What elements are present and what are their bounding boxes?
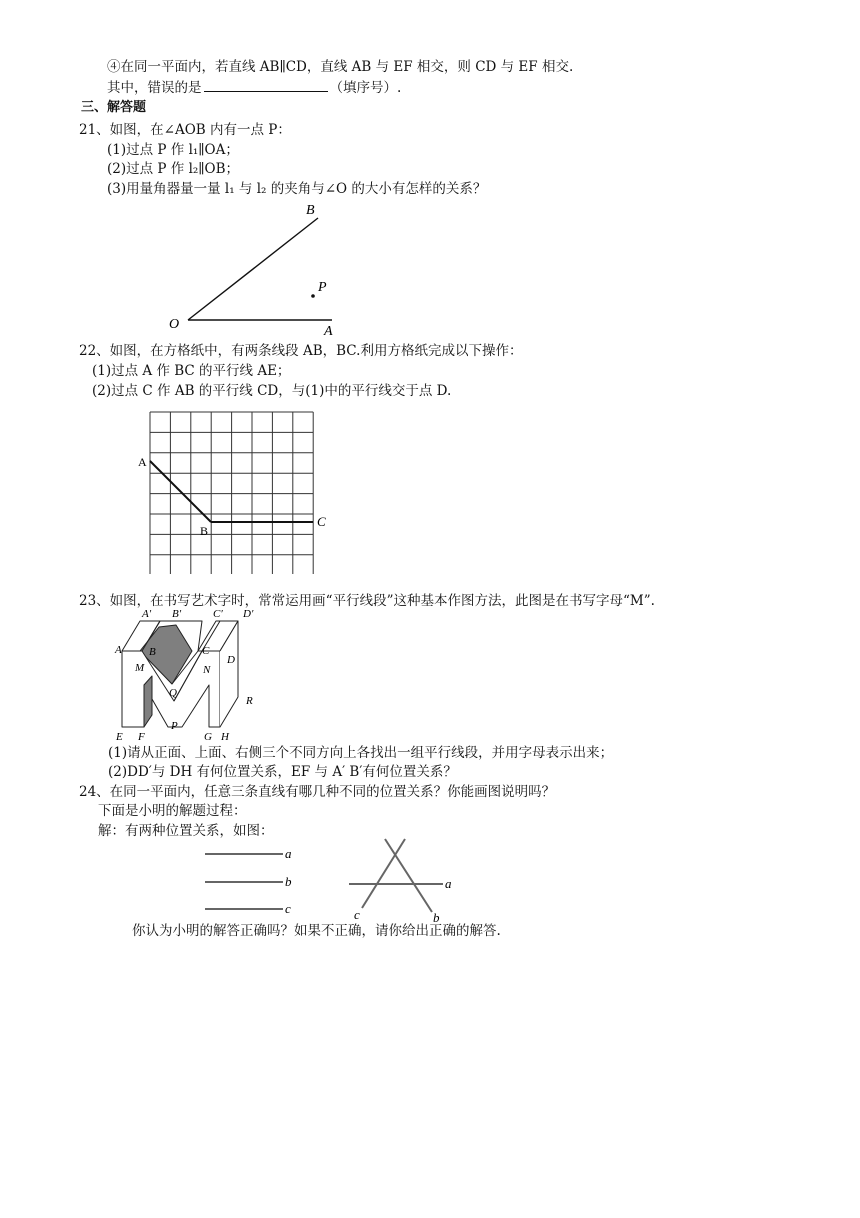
q22-stem: 22、如图，在方格纸中，有两条线段 AB，BC.利用方格纸完成以下操作：	[79, 343, 523, 359]
label-a-cross: a	[445, 876, 452, 891]
label-a: A	[324, 324, 333, 338]
label-e: E	[116, 731, 123, 743]
grid-paper	[150, 412, 313, 574]
q23-stem: 23、如图，在书写艺术字时，常常运用画“平行线段”这种基本作图方法，此图是在书写字母“M”.	[79, 593, 655, 609]
label-n: N	[203, 664, 211, 676]
q23-part1: (1)请从正面、上面、右侧三个不同方向上各找出一组平行线段，并用字母表示出来；	[108, 745, 614, 761]
label-b-prime: B′	[172, 608, 182, 620]
q20-answer-blank[interactable]	[204, 78, 328, 92]
label-m: M	[135, 662, 145, 674]
q23-part2: (2)DD′与 DH 有何位置关系，EF 与 A′ B′有何位置关系？	[108, 764, 457, 780]
q24-stem: 24、在同一平面内，任意三条直线有哪几种不同的位置关系？你能画图说明吗？	[79, 784, 556, 800]
q24-solution: 解：有两种位置关系，如图：	[98, 823, 274, 839]
label-c: C	[202, 645, 210, 657]
label-c-prime: C′	[213, 608, 223, 620]
q23-m-figure	[112, 606, 272, 746]
segment-ab	[150, 461, 211, 522]
label-p: P	[318, 280, 327, 295]
q20-item4: ④在同一平面内，若直线 AB∥CD，直线 AB 与 EF 相交，则 CD 与 EF 相交.	[107, 59, 574, 75]
label-d-prime: D′	[243, 608, 254, 620]
label-a: A	[115, 644, 122, 656]
label-h: H	[221, 731, 229, 743]
shaded-inner-face	[144, 676, 152, 727]
label-c-parallel: c	[285, 901, 291, 916]
label-b-cross: b	[433, 910, 440, 925]
line-b-cross	[385, 839, 432, 912]
q21-stem: 21、如图，在∠AOB 内有一点 P：	[79, 122, 291, 138]
label-a-prime: A′	[142, 608, 152, 620]
label-f: F	[138, 731, 145, 743]
q21-part1: (1)过点 P 作 l₁∥OA；	[107, 142, 239, 158]
q20-answer-line	[107, 78, 401, 97]
label-b: B	[200, 524, 209, 538]
q24-parallel-figure	[195, 838, 305, 920]
label-c: C	[317, 514, 326, 529]
q21-part2: (2)过点 P 作 l₂∥OB；	[107, 161, 240, 177]
label-c-cross: c	[354, 907, 360, 922]
label-o: O	[169, 317, 180, 332]
label-b: B	[149, 646, 156, 658]
ray-ob	[188, 218, 318, 320]
q24-intro: 下面是小明的解题过程：	[98, 803, 247, 819]
q22-part2: (2)过点 C 作 AB 的平行线 CD，与(1)中的平行线交于点 D.	[92, 383, 452, 399]
label-b: B	[306, 203, 315, 218]
q21-angle-figure	[160, 198, 360, 338]
label-r: R	[246, 695, 253, 707]
section-title: 三、解答题	[81, 100, 147, 115]
point-p	[311, 294, 315, 298]
q24-question: 你认为小明的解答正确吗？如果不正确，请你给出正确的解答.	[132, 923, 501, 939]
q20-answer-suffix: （填序号）.	[329, 80, 402, 96]
q24-triangle-figure	[345, 836, 465, 926]
line-c-cross	[362, 839, 405, 908]
q22-grid-figure	[136, 404, 336, 574]
q21-part3: (3)用量角器量一量 l₁ 与 l₂ 的夹角与∠O 的大小有怎样的关系？	[107, 181, 487, 197]
label-g: G	[204, 731, 212, 743]
label-p: P	[171, 720, 178, 732]
label-q: Q	[169, 687, 177, 699]
q22-part1: (1)过点 A 作 BC 的平行线 AE；	[92, 363, 291, 379]
q20-answer-prefix: 其中，错误的是	[107, 80, 202, 96]
label-a: A	[138, 455, 147, 469]
label-b-parallel: b	[285, 874, 292, 889]
label-d: D	[227, 654, 235, 666]
label-a-parallel: a	[285, 846, 292, 861]
